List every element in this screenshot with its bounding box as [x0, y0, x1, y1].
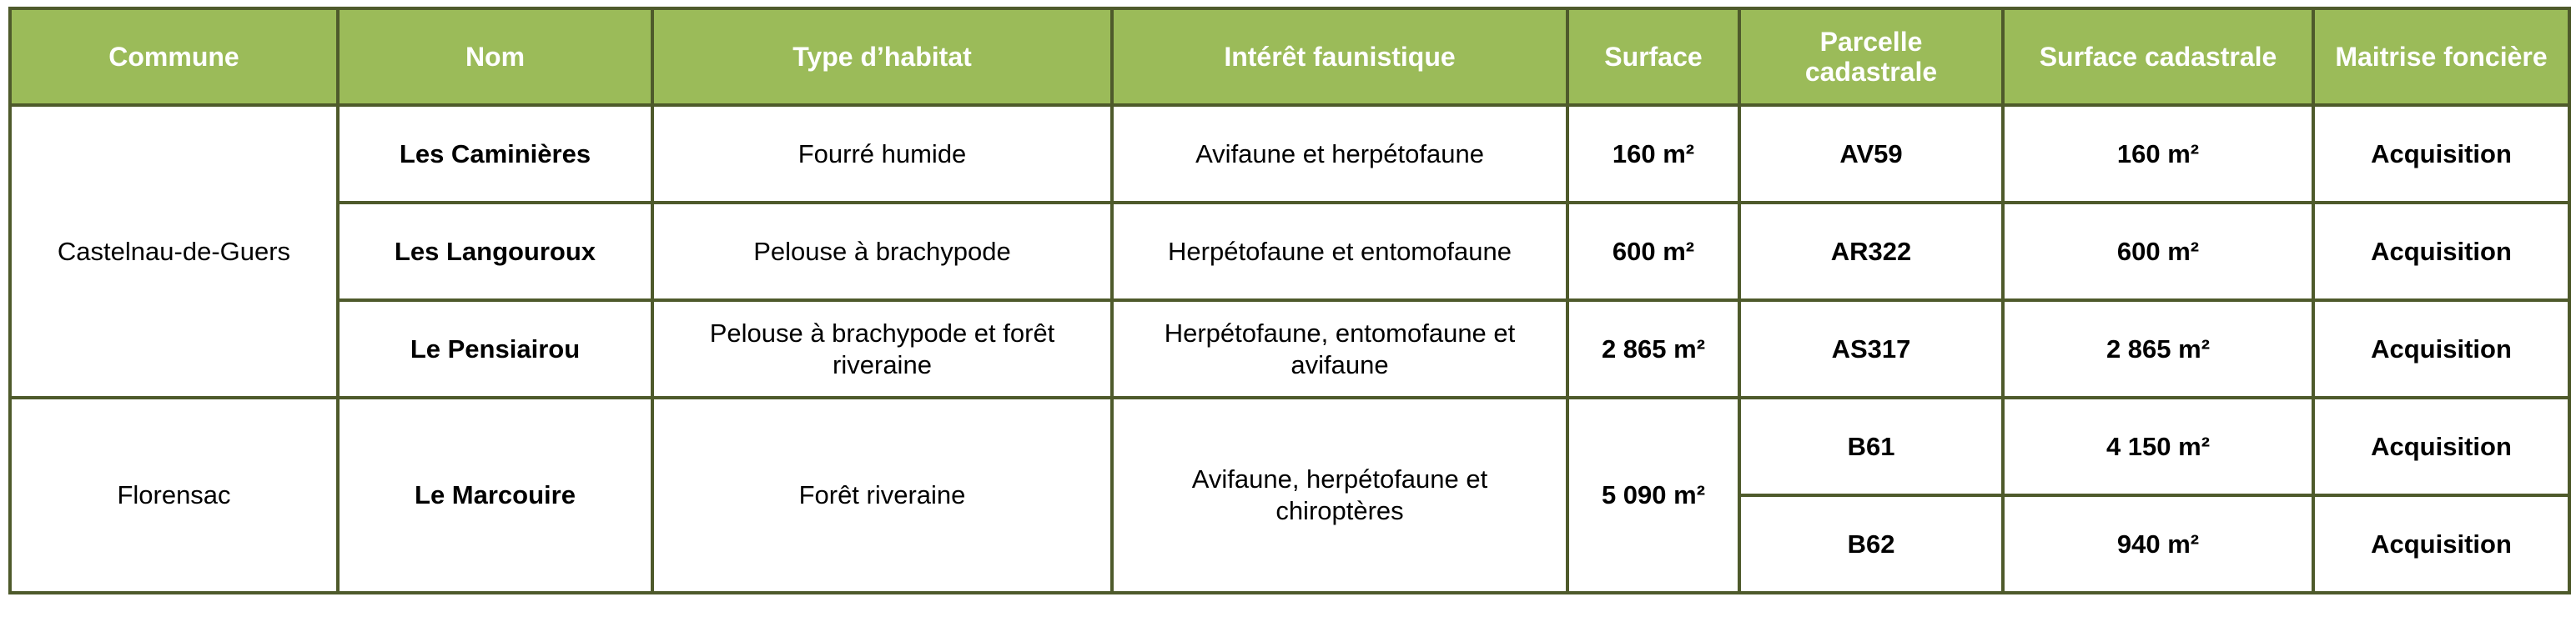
cell-nom: Les Langouroux — [338, 203, 652, 300]
header-surface: Surface — [1567, 8, 1739, 105]
cell-surface-cadastrale: 160 m² — [2003, 105, 2313, 203]
cell-interet: Herpétofaune, entomofaune et avifaune — [1112, 300, 1567, 398]
cell-surface: 2 865 m² — [1567, 300, 1739, 398]
header-type-habitat: Type d’habitat — [652, 8, 1112, 105]
table-row — [10, 300, 2569, 398]
cell-surface-cadastrale: 940 m² — [2003, 495, 2313, 593]
land-acquisition-table — [8, 7, 2571, 594]
header-row — [10, 8, 2569, 105]
header-nom: Nom — [338, 8, 652, 105]
header-maitrise-fonciere: Maitrise foncière — [2313, 8, 2569, 105]
cell-parcelle: B61 — [1739, 398, 2003, 495]
cell-surface: 600 m² — [1567, 203, 1739, 300]
cell-maitrise: Acquisition — [2313, 495, 2569, 593]
cell-maitrise: Acquisition — [2313, 398, 2569, 495]
cell-maitrise: Acquisition — [2313, 105, 2569, 203]
cell-interet: Avifaune, herpétofaune et chiroptères — [1112, 398, 1567, 593]
cell-nom: Le Pensiairou — [338, 300, 652, 398]
cell-nom: Le Marcouire — [338, 398, 652, 593]
header-surface-cadastrale: Surface cadastrale — [2003, 8, 2313, 105]
cell-interet: Herpétofaune et entomofaune — [1112, 203, 1567, 300]
cell-surface: 5 090 m² — [1567, 398, 1739, 593]
cell-habitat: Forêt riveraine — [652, 398, 1112, 593]
cell-maitrise: Acquisition — [2313, 203, 2569, 300]
table-wrapper — [8, 7, 2571, 594]
table-row — [10, 105, 2569, 203]
cell-habitat: Pelouse à brachypode et forêt riveraine — [652, 300, 1112, 398]
cell-surface-cadastrale: 600 m² — [2003, 203, 2313, 300]
cell-maitrise: Acquisition — [2313, 300, 2569, 398]
cell-surface: 160 m² — [1567, 105, 1739, 203]
cell-commune: Florensac — [10, 398, 338, 593]
cell-parcelle: B62 — [1739, 495, 2003, 593]
cell-habitat: Fourré humide — [652, 105, 1112, 203]
header-parcelle-cadastrale: Parcelle cadastrale — [1739, 8, 2003, 105]
cell-surface-cadastrale: 4 150 m² — [2003, 398, 2313, 495]
cell-habitat: Pelouse à brachypode — [652, 203, 1112, 300]
header-interet-faunistique: Intérêt faunistique — [1112, 8, 1567, 105]
cell-parcelle: AS317 — [1739, 300, 2003, 398]
header-commune: Commune — [10, 8, 338, 105]
cell-nom: Les Caminières — [338, 105, 652, 203]
cell-parcelle: AR322 — [1739, 203, 2003, 300]
cell-surface-cadastrale: 2 865 m² — [2003, 300, 2313, 398]
cell-commune: Castelnau-de-Guers — [10, 105, 338, 398]
cell-parcelle: AV59 — [1739, 105, 2003, 203]
table-row — [10, 203, 2569, 300]
table-row — [10, 398, 2569, 495]
cell-interet: Avifaune et herpétofaune — [1112, 105, 1567, 203]
